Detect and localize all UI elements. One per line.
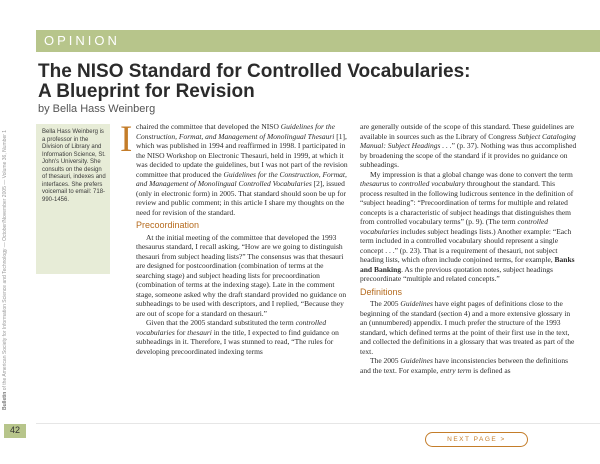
journal-issue: of the American Society for Information Science and Technology — October/November 2005 — Volume 36, Number 1	[2, 129, 8, 391]
paragraph: chaired the committee that developed the NISO Guidelines for the Construction, Format, and Management of Monolingual Thesauri [1], which was published in 1994 and reaffirmed in 1998. I participated in the NISO Workshop on Electronic Thesauri, held in 1999, at which it was decided to update the guidelines, but I was not part of the revision committee that produced the Guidelines for the Construction, Format, and Management of Monolingual Controlled Vocabularies [2], issued (only in electronic form) in 2005. That standard should soon be up for review and public comment; in this article I share my thoughts on the need for revision of the standard.	[136, 122, 348, 217]
column-1	[136, 122, 350, 356]
paragraph: are generally outside of the scope of this standard. These guidelines are available in sources such as the Library of Congress Subject Cataloging Manual: Subject Headings . . .” (p. 37). Nothing was thus accomplished by broadening the scope of the standard if it provides no guidance on subheadings.	[360, 122, 577, 169]
footer-rule	[36, 423, 600, 424]
side-rail	[0, 0, 30, 464]
column-2	[360, 122, 578, 375]
paragraph: Given that the 2005 standard substituted the term controlled vocabularies for thesauri in the title, I expected to find guidance on subheadings in it. Therefore, I was stunned to read, “The rules for developing precoordinated indexing terms	[136, 318, 339, 356]
section-bar	[36, 30, 600, 52]
journal-citation	[2, 70, 8, 410]
section-label: OPINION	[44, 33, 120, 48]
journal-name: Bulletin	[2, 391, 8, 410]
byline: by Bella Hass Weinberg	[38, 103, 156, 115]
title-line-1: The NISO Standard for Controlled Vocabularies:	[38, 61, 471, 82]
paragraph: The 2005 Guidelines have eight pages of definitions close to the beginning of the standard (section 4) and a more extensive glossary in an (unnumbered) appendix. I much prefer the structure of the 1993 standard, which defined terms at the point of their first use in the text, and collected the definitions in a glossary that was treated as part of the text.	[360, 299, 575, 356]
next-page-button[interactable]: NEXT PAGE >	[425, 432, 528, 447]
subhead-precoordination: Precoordination	[136, 220, 200, 230]
paragraph: My impression is that a global change was done to convert the term thesaurus to controlled vocabulary throughout the standard. This process resulted in the following ludicrous sentence in the definition of “subject heading”: “Precoordination of terms for multiple and related concepts is a characteristic of subject headings that distinguishes them from controlled vocabulary terms” (p. 9). (The term controlled vocabularies includes subject headings lists.) Another example: “Each term included in a controlled vocabulary should represent a single concept . . .” (p. 23). That is a requirement of thesauri, not subject heading lists, which often include conjoined terms, for example, Banks and Banking. As the previous quotation notes, subject headings precoordinate “multiple and related concepts.”	[360, 169, 575, 283]
author-bio: Bella Hass Weinberg is a professor in the Division of Library and Information Science, St. John's University. She consults on the design of thesauri, indexes and interfaces. She prefers voicemail to email: 718-990-1456.	[36, 124, 110, 274]
paragraph: The 2005 Guidelines have inconsistencies between the definitions and the text. For example, entry term is defined as	[360, 356, 569, 375]
paragraph: At the initial meeting of the committee that developed the 1993 thesaurus standard, I recall asking, “How are we going to distinguish thesauri from subject heading lists?” The consensus was that thesauri are designed for postcoordination (combination of terms at the searching stage) and subject heading lists for precoordination (combination of terms at the indexing stage). Late in the comment stage, someone asked why the draft standard provided no guidance on subheadings to be used with descriptors, and I replied, “Because they are out of scope for a standard on thesauri.”	[136, 232, 347, 318]
drop-cap: I	[120, 119, 133, 160]
subhead-definitions: Definitions	[360, 286, 403, 297]
title-line-2: A Blueprint for Revision	[38, 81, 255, 102]
article-title	[38, 62, 578, 102]
page-number: 42	[9, 425, 20, 435]
